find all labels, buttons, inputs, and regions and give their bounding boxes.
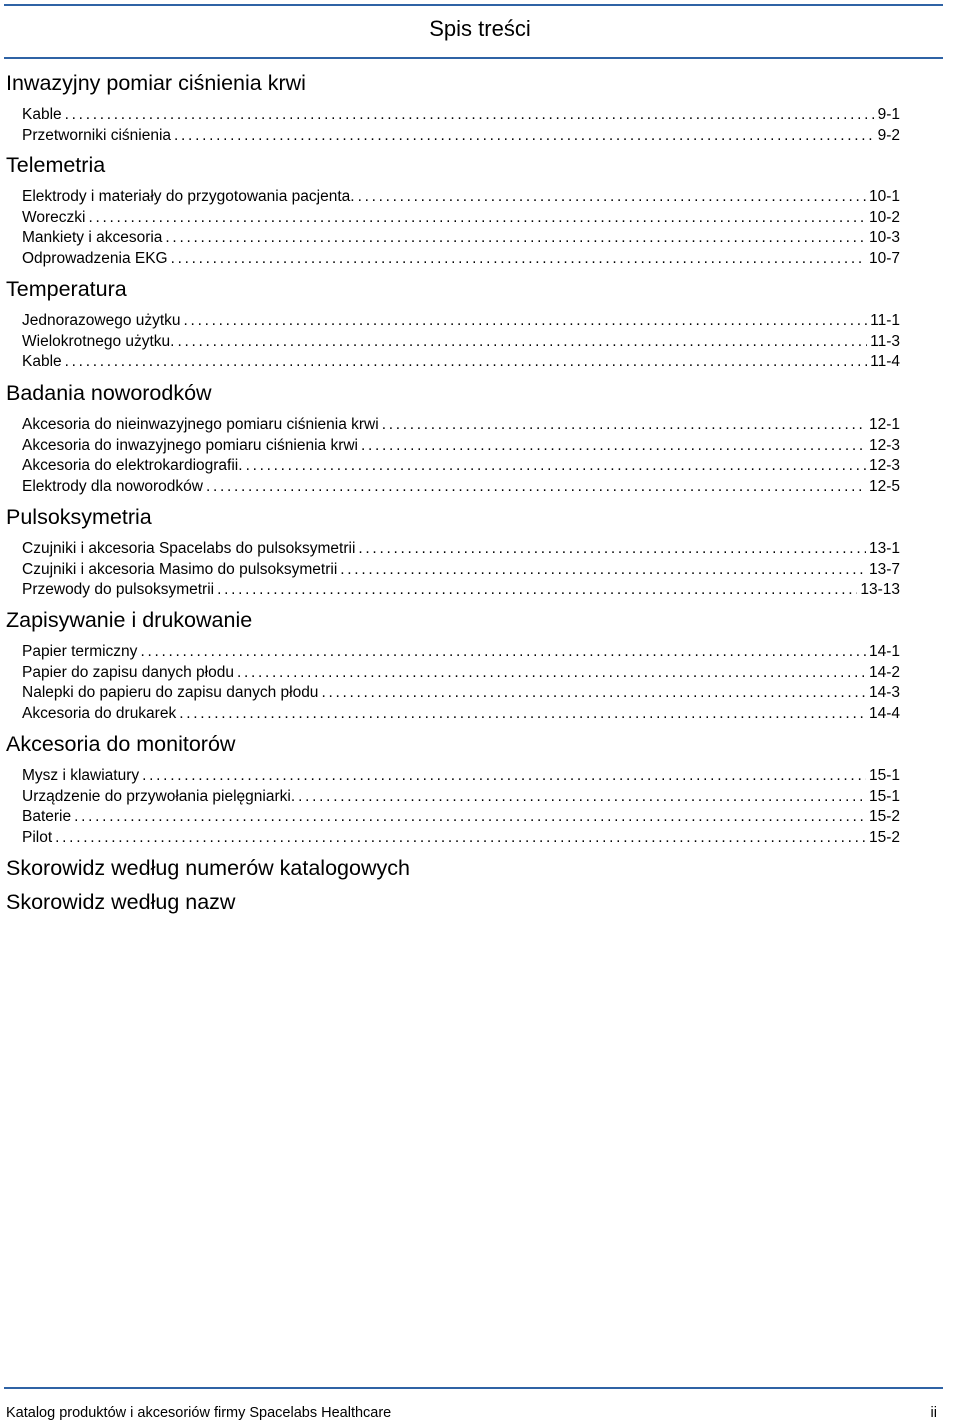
header-rule: [4, 57, 943, 59]
toc-entry[interactable]: [22, 228, 900, 248]
toc-entry[interactable]: [22, 663, 900, 683]
section-heading: Skorowidz według numerów katalogowych: [6, 856, 410, 880]
toc-entry-label: Odprowadzenia EKG: [22, 250, 168, 268]
dot-leader: [140, 642, 866, 662]
toc-entry-page: 11-3: [870, 332, 900, 350]
dot-leader: [65, 352, 867, 372]
toc-entry[interactable]: [22, 807, 900, 827]
dot-leader: [142, 766, 866, 786]
dot-leader: [88, 208, 866, 228]
section-heading: Badania noworodków: [6, 381, 212, 405]
toc-entry-page: 12-1: [868, 416, 900, 433]
dot-leader: [321, 683, 866, 703]
toc-entry[interactable]: [22, 560, 900, 580]
dot-leader: [184, 311, 868, 331]
toc-entry[interactable]: [22, 415, 900, 435]
dot-leader: [165, 228, 866, 248]
toc-entry-page: 14-2: [868, 663, 900, 681]
dot-leader: [178, 332, 868, 352]
dot-leader: [179, 704, 866, 724]
toc-entry[interactable]: [22, 477, 900, 497]
toc-entry[interactable]: [22, 208, 900, 228]
toc-entry-label: Akcesoria do elektrokardiografii.: [22, 457, 243, 475]
toc-entry-label: Czujniki i akcesoria Masimo do pulsoksymetrii: [22, 560, 338, 578]
toc-entry-page: 13-7: [868, 560, 900, 578]
dot-leader: [358, 539, 866, 559]
toc-entry[interactable]: [22, 828, 900, 848]
toc-entry-label: Papier do zapisu danych płodu: [22, 663, 234, 681]
toc-entry[interactable]: [22, 126, 900, 146]
dot-leader: [246, 456, 866, 476]
section-heading: Zapisywanie i drukowanie: [6, 608, 253, 632]
dot-leader: [171, 249, 866, 269]
section-heading: Telemetria: [6, 153, 106, 177]
top-rule: [4, 4, 943, 6]
toc-entry-page: 10-3: [868, 229, 900, 247]
toc-entry-label: Woreczki: [22, 208, 86, 226]
toc-entry-label: Akcesoria do drukarek: [22, 705, 177, 723]
dot-leader: [174, 126, 875, 146]
toc-entry-label: Kable: [22, 353, 62, 371]
toc-entry-page: 15-2: [868, 808, 900, 826]
toc-entry-label: Czujniki i akcesoria Spacelabs do pulsoksymetrii: [22, 540, 356, 557]
toc-entry[interactable]: [22, 105, 900, 125]
toc-entry-page: 12-3: [868, 457, 900, 475]
dot-leader: [361, 436, 866, 456]
toc-entry-label: Pilot: [22, 829, 53, 847]
dot-leader: [340, 560, 866, 580]
toc-entry[interactable]: [22, 683, 900, 703]
toc-entry[interactable]: [22, 311, 900, 331]
dot-leader: [217, 580, 857, 600]
footer-rule: [4, 1387, 943, 1389]
toc-entry[interactable]: [22, 436, 900, 456]
toc-entry-label: Mankiety i akcesoria: [22, 229, 163, 247]
toc-entry-page: 13-13: [860, 581, 900, 599]
toc-entry-page: 14-4: [868, 705, 900, 723]
page-title: Spis treści: [429, 16, 531, 41]
dot-leader: [55, 828, 866, 848]
section-heading: Inwazyjny pomiar ciśnienia krwi: [6, 71, 306, 95]
toc-entry[interactable]: [22, 249, 900, 269]
dot-leader: [65, 105, 875, 125]
toc-entry-page: 14-1: [868, 643, 900, 660]
toc-entry-page: 10-1: [868, 188, 900, 205]
toc-entry-page: 9-2: [877, 126, 900, 144]
section-heading: Temperatura: [6, 277, 127, 301]
dot-leader: [74, 807, 866, 827]
toc-entry[interactable]: [22, 332, 900, 352]
dot-leader: [382, 415, 866, 435]
toc-entry-page: 14-3: [868, 684, 900, 702]
toc-entry-page: 11-1: [870, 312, 900, 329]
toc-entry-page: 13-1: [868, 540, 900, 557]
toc-entry-page: 15-1: [868, 787, 900, 805]
toc-entry[interactable]: [22, 539, 900, 559]
dot-leader: [298, 787, 866, 807]
toc-entry-page: 15-1: [868, 767, 900, 784]
section-heading: Akcesoria do monitorów: [6, 732, 236, 756]
toc-entry[interactable]: [22, 456, 900, 476]
toc-entry-label: Urządzenie do przywołania pielęgniarki.: [22, 787, 296, 805]
toc-entry-page: 15-2: [868, 829, 900, 847]
toc-entry-label: Akcesoria do nieinwazyjnego pomiaru ciśnienia krwi: [22, 416, 379, 433]
toc-entry[interactable]: [22, 642, 900, 662]
section-heading: Skorowidz według nazw: [6, 890, 236, 914]
toc-entry-label: Jednorazowego użytku: [22, 312, 181, 329]
dot-leader: [358, 187, 866, 207]
toc-entry-label: Baterie: [22, 808, 72, 826]
toc-entry-label: Wielokrotnego użytku.: [22, 332, 175, 350]
toc-entry[interactable]: [22, 352, 900, 372]
toc-entry-page: 10-2: [868, 208, 900, 226]
toc-entry-label: Elektrody dla noworodków: [22, 478, 203, 496]
toc-entry[interactable]: [22, 187, 900, 207]
toc-entry-label: Nalepki do papieru do zapisu danych płodu: [22, 684, 319, 702]
toc-entry-page: 12-3: [868, 436, 900, 454]
toc-entry-label: Elektrody i materiały do przygotowania pacjenta.: [22, 188, 355, 205]
toc-entry-page: 11-4: [870, 353, 900, 371]
dot-leader: [206, 477, 866, 497]
footer-text: Katalog produktów i akcesoriów firmy Spacelabs Healthcare: [6, 1405, 392, 1421]
toc-entry-label: Akcesoria do inwazyjnego pomiaru ciśnienia krwi: [22, 436, 358, 454]
toc-entry-label: Mysz i klawiatury: [22, 767, 140, 784]
toc-entry-page: 12-5: [868, 478, 900, 496]
toc-entry-page: 9-1: [877, 106, 900, 123]
toc-entry-label: Kable: [22, 106, 62, 123]
toc-entry[interactable]: [22, 704, 900, 724]
toc-entry-label: Przewody do pulsoksymetrii: [22, 581, 215, 599]
section-heading: Pulsoksymetria: [6, 505, 152, 529]
toc-entry[interactable]: [22, 766, 900, 786]
toc-entry[interactable]: [22, 580, 900, 600]
dot-leader: [237, 663, 866, 683]
footer-page-number: ii: [930, 1405, 937, 1421]
toc-entry-label: Papier termiczny: [22, 643, 138, 660]
toc-entry-page: 10-7: [868, 250, 900, 268]
toc-entry[interactable]: [22, 787, 900, 807]
toc-entry-label: Przetworniki ciśnienia: [22, 126, 172, 144]
